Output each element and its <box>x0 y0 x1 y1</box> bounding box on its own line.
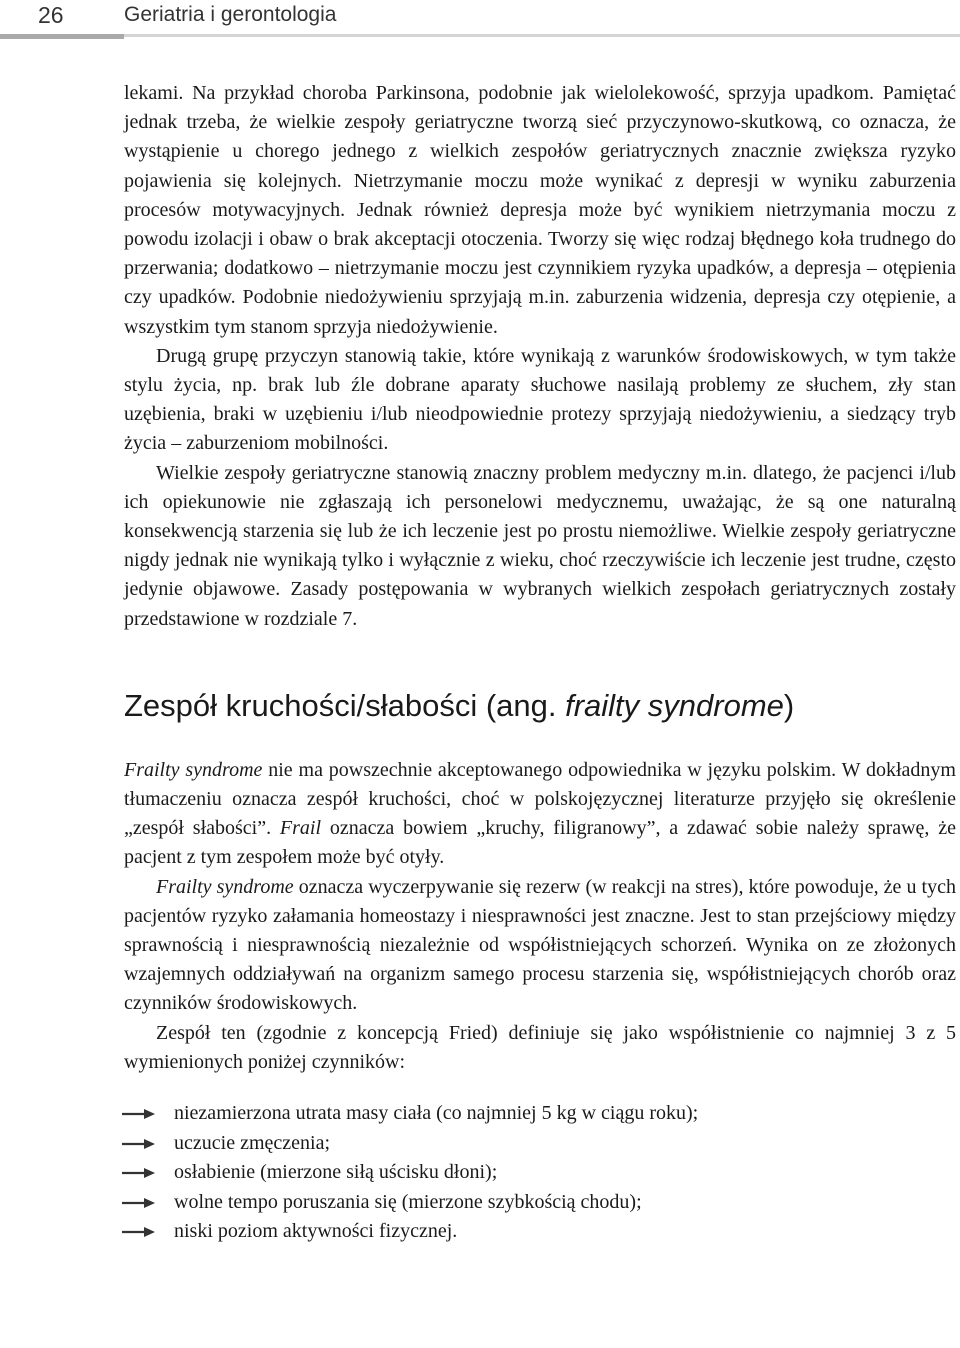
factors-list <box>124 1099 956 1247</box>
factor-text: wolne tempo poruszania się (mierzone szybkością chodu); <box>174 1190 642 1213</box>
paragraph-fried-criteria: Zespół ten (zgodnie z koncepcją Fried) definiuje się jako współistnienie co najmniej 3 z 5 wymienionych poniżej czynników: <box>124 1021 956 1073</box>
page-header <box>0 0 960 42</box>
arrow-right-icon <box>122 1138 158 1150</box>
header-rule <box>0 34 960 37</box>
list-item <box>124 1129 956 1159</box>
arrow-right-icon <box>122 1108 158 1120</box>
paragraph-reserves-text: oznacza wyczerpywanie się rezerw (w reakcji na stres), które powoduje, że u tych pacjentów ryzyko załamania homeostazy i niesprawności jest znaczne. Jest to stan przejściowy między sprawnością i niesprawnością niezależnie od współistniejących schorzeń. Wynika on ze złożonych wzajemnych oddziaływań na organizm samego procesu starzenia się, współistniejących chorób oraz czynników środowiskowych. <box>124 875 956 1015</box>
heading-suffix: ) <box>783 687 795 723</box>
factor-text: uczucie zmęczenia; <box>174 1131 330 1154</box>
factor-text: niezamierzona utrata masy ciała (co najmniej 5 kg w ciągu roku); <box>174 1102 699 1125</box>
heading-italic-term: frailty syndrome <box>565 687 784 723</box>
list-item <box>124 1158 956 1188</box>
arrow-right-icon <box>122 1226 158 1238</box>
list-item <box>124 1217 956 1247</box>
section-heading <box>124 688 956 724</box>
page-content <box>124 79 956 1247</box>
list-item <box>124 1099 956 1129</box>
header-rule-accent <box>0 34 124 39</box>
arrow-right-icon <box>122 1167 158 1179</box>
factor-text: osłabienie (mierzone siłą uścisku dłoni); <box>174 1161 498 1184</box>
factor-text: niski poziom aktywności fizycznej. <box>174 1220 458 1243</box>
paragraph-reserves <box>124 873 956 1019</box>
term-frail: Frail <box>279 817 322 840</box>
page-number: 26 <box>38 2 64 28</box>
arrow-right-icon <box>122 1197 158 1209</box>
heading-prefix: Zespół kruchości/słabości (ang. <box>124 687 566 723</box>
paragraph-environmental-causes: Drugą grupę przyczyn stanowią takie, które wynikają z warunków środowiskowych, w tym także stylu życia, np. brak lub źle dobrane aparaty słuchowe nasilają problemy ze słuchem, zły stan uzębienia, braki w uzębieniu i/lub nieodpowiednie protezy sprzyjają niedożywieniu, a siedzący tryb życia – zaburzeniom mobilności. <box>124 344 956 455</box>
term-frailty-syndrome-2: Frailty syndrome <box>156 875 294 898</box>
list-item <box>124 1188 956 1218</box>
paragraph-continuation: lekami. Na przykład choroba Parkinsona, podobnie jak wielolekowość, sprzyja upadkom. Pamiętać jednak trzeba, że wielkie zespoły geriatryczne tworzą sieć przyczynowo-skutkową, co oznacza, że wystąpienie u chorego jednego z wielkich zespołów geriatrycznych znacznie zwiększa ryzyko pojawienia się kolejnych. Nietrzymanie moczu może wynikać z depresji w wyniku zaburzenia procesów motywacyjnych. Jednak również depresja może być wynikiem nietrzymania moczu z powodu izolacji i obaw o brak akceptacji otoczenia. Tworzy się więc rodzaj błędnego koła trudnego do przerwania; dodatkowo – nietrzymanie moczu jest czynnikiem ryzyka upadków, a depresja – otępienia czy upadków. Podobnie niedożywieniu sprzyjają m.in. zaburzenia widzenia, depresja czy otępienie, a wszystkim tym stanom sprzyja niedożywienie. <box>124 82 956 338</box>
paragraph-medical-problem: Wielkie zespoły geriatryczne stanowią znaczny problem medyczny m.in. dlatego, że pacjenci i/lub ich opiekunowie nie zgłaszają ich personelowi medycznemu, uważając, że są one naturalną konsekwencją starzenia się lub że ich leczenie jest po prostu niemożliwe. Wielkie zespoły geriatryczne nigdy jednak nie wynikają tylko i wyłącznie z wieku, choć rzeczywiście ich leczenie jest trudne, często jedynie objawowe. Zasady postępowania w wybranych wielkich zespołach geriatrycznych zostały przedstawione w rozdziale 7. <box>124 461 956 630</box>
paragraph-definition <box>124 756 956 873</box>
running-title: Geriatria i gerontologia <box>124 3 337 26</box>
paragraph-definition-text-b: oznacza bowiem „kruchy, filigranowy”, a zdawać sobie należy sprawę, że pacjent z tym zespołem może być otyły. <box>124 817 956 869</box>
paragraph-definition-text-a: nie ma powszechnie akceptowanego odpowiednika w języku polskim. W dokładnym tłumaczeniu oznacza zespół kruchości, choć w polskojęzycznej literaturze przyjęło się określenie „zespół słabości”. <box>124 758 956 840</box>
term-frailty-syndrome: Frailty syndrome <box>124 758 263 781</box>
